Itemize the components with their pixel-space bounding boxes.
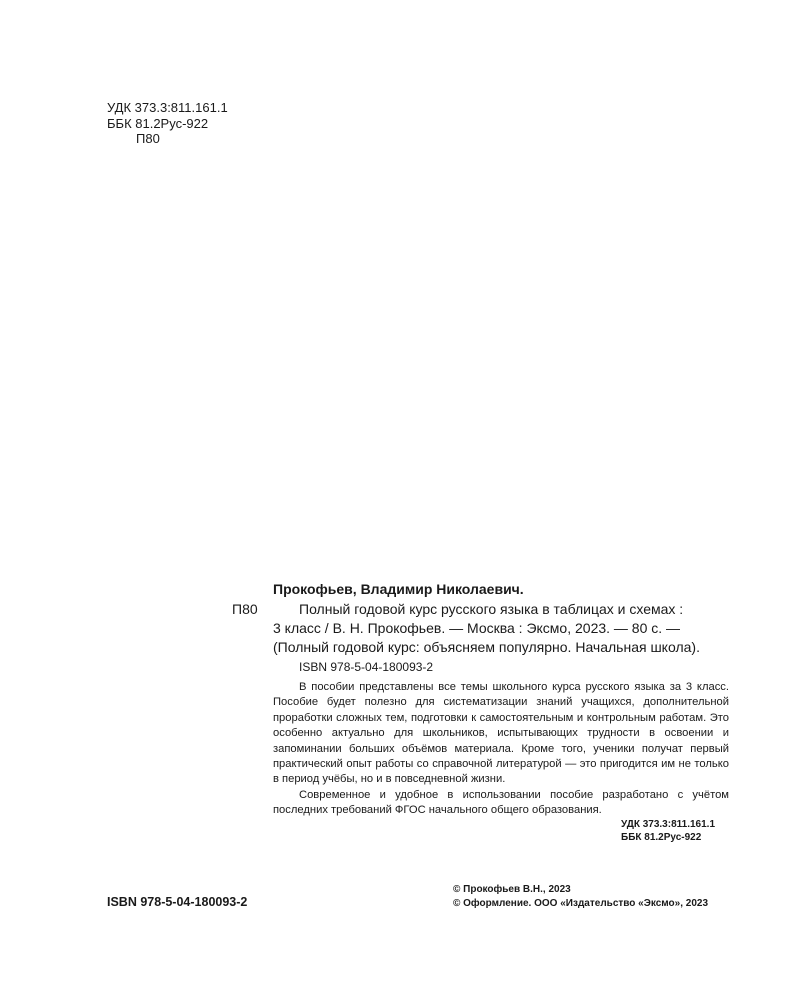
footer-isbn: ISBN 978-5-04-180093-2	[107, 895, 248, 909]
card-isbn: ISBN 978-5-04-180093-2	[299, 660, 434, 674]
top-bbk: ББК 81.2Рус-922	[107, 116, 209, 131]
copyright-author: © Прокофьев В.Н., 2023	[453, 884, 571, 895]
abstract-paragraph-2: Современное и удобное в использовании пособие разработано с учётом последних требований ФГОС начального общего образования.	[273, 788, 729, 817]
abstract	[273, 680, 729, 819]
top-udk: УДК 373.3:811.161.1	[107, 100, 228, 115]
copyright-design: © Оформление. ООО «Издательство «Эксмо», 2023	[453, 898, 709, 909]
card-udk: УДК 373.3:811.161.1	[621, 819, 716, 830]
abstract-paragraph-1: В пособии представлены все темы школьного курса русского языка за 3 класс. Пособие будет полезно для систематизации знаний учащихся, дополнительной проработки сложных тем, подготовки к самостоятельным и контрольным работам. Это особенно актуально для школьников, испытывающих трудности в освоении и запоминании больших объёмов материала. Кроме того, ученики получат первый практический опыт работы со справочной литературой — это пригодится им не только в период учёбы, но и в повседневной жизни.	[273, 681, 729, 786]
author-code: П80	[232, 601, 258, 617]
book-title-line-3: (Полный годовой курс: объясняем популярно. Начальная школа).	[273, 639, 700, 655]
top-author-code: П80	[136, 131, 160, 146]
card-bbk: ББК 81.2Рус-922	[621, 832, 702, 843]
book-title-line-2: 3 класс / В. Н. Прокофьев. — Москва : Эксмо, 2023. — 80 с. —	[273, 620, 681, 636]
author-name: Прокофьев, Владимир Николаевич.	[273, 581, 524, 597]
book-title-line-1: Полный годовой курс русского языка в таблицах и схемах :	[299, 601, 684, 617]
